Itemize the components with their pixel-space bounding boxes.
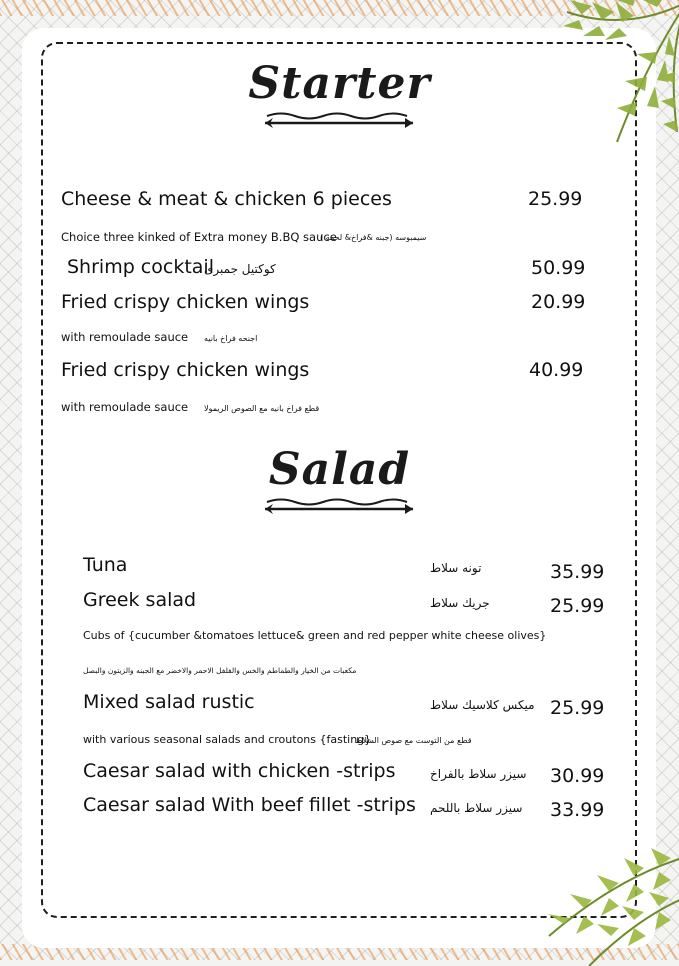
starter-item-3-note: with remoulade sauce [61,330,189,344]
salad-item-3-name-ar: ميكس كلاسيك سلاط [430,698,535,712]
starter-item-1-name: Cheese & meat & chicken 6 pieces [61,188,392,210]
salad-item-3-note: with various seasonal salads and croutons {fasting} [83,733,372,746]
salad-item-3-name: Mixed salad rustic [83,691,255,713]
salad-item-2-price: 25.99 [550,595,605,617]
salad-title: Salad [268,444,411,495]
starter-item-2-price: 50.99 [531,257,586,279]
salad-heading [0,444,679,514]
starter-title: Starter [248,58,431,109]
salad-item-4-name: Caesar salad with chicken -strips [83,760,396,782]
palm-leaf-bottom-icon [519,836,679,966]
starter-item-2-name-ar: كوكتيل جمبرى [204,262,276,276]
starter-item-2-name: Shrimp cocktail [67,256,214,278]
salad-item-1-name: Tuna [83,554,128,576]
starter-item-3-price: 20.99 [531,291,586,313]
starter-item-4-note: with remoulade sauce [61,400,189,414]
starter-item-1-price: 25.99 [528,188,583,210]
starter-item-4-name: Fried crispy chicken wings [61,359,310,381]
salad-item-5-name: Caesar salad With beef fillet -strips [83,794,416,816]
salad-item-1-name-ar: تونه سلاط [430,561,482,575]
starter-item-4-note-ar: قطع فراخ بانيه مع الصوص الريمولا [204,404,320,413]
salad-item-4-name-ar: سيزر سلاط بالفراخ [430,767,527,781]
salad-item-2-name: Greek salad [83,589,197,611]
starter-item-3-note-ar: اجنحه فراخ بانيه [204,334,258,343]
starter-item-3-name: Fried crispy chicken wings [61,291,310,313]
starter-heading [0,58,679,128]
starter-item-1-note: Choice three kinked of Extra money B.BQ sauce [61,230,337,244]
salad-item-5-name-ar: سيزر سلاط باللحم [430,801,523,815]
salad-item-2-note: Cubs of {cucumber &tomatoes lettuce& green and red pepper white cheese olives} [83,629,547,642]
starter-item-4-price: 40.99 [529,359,584,381]
starter-item-1-note-ar: سيمبوسه (جبنه &فراخ& لحمه ) [320,233,427,242]
arrow-divider-icon [261,110,419,128]
salad-item-3-note-ar: قطع من التوست مع صوص السلاط [355,736,472,745]
arrow-divider-icon [261,496,419,514]
salad-item-2-name-ar: جريك سلاط [430,596,490,610]
salad-item-1-price: 35.99 [550,561,605,583]
salad-item-4-price: 30.99 [550,765,605,787]
salad-item-2-note-ar: مكعبات من الخيار والطماطم والخس والفلفل الاحمر والاخضر مع الجبنه والزيتون والبصل [83,666,357,675]
salad-item-5-price: 33.99 [550,799,605,821]
salad-item-3-price: 25.99 [550,697,605,719]
